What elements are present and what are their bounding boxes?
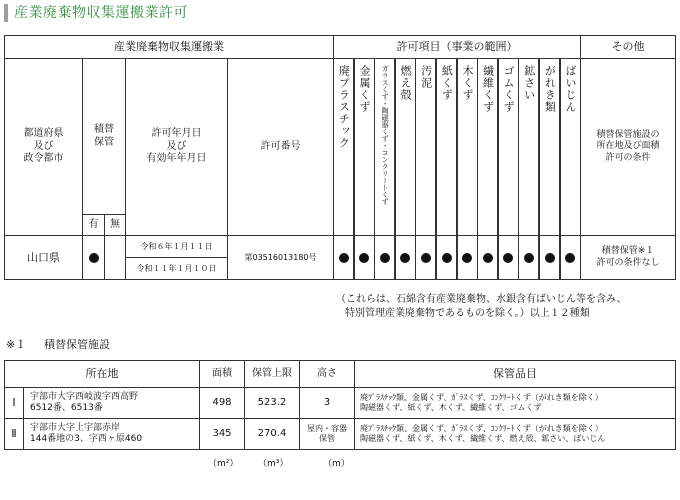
fac-row2-address [23,418,200,450]
waste-type-cell [560,235,581,280]
col-has: 有 [82,214,105,236]
fac-row1-address [23,387,200,419]
waste-type-label: 紙くず [440,65,454,101]
waste-type-header [354,58,375,236]
col-other-line3: 許可の条件 [605,152,651,163]
waste-type-header [374,58,395,236]
col-transship-line1: 積替 [94,124,114,135]
waste-type-header [436,58,457,236]
note-line1: （これらは、石綿含有産業廃棄物、水銀含有ばいじん等を含み、 [336,294,627,305]
fac-row2-items-line2: 陶磁器くず、紙くず、木くず、繊維くず、燃え殻、鉱さい、ばいじん [360,434,606,443]
unit-area: （m²） [208,459,239,469]
waste-type-header [477,58,498,236]
fac-row1-items-line2: 陶磁器くず、紙くず、木くず、繊維くず、ゴムくず [360,403,542,412]
row-date-valid: 令和１１年１月１０日 [125,257,228,280]
header-business: 産業廃棄物収集運搬業 [4,35,334,59]
permitted-mark [442,253,452,263]
section2-title: 積替保管施設 [44,338,110,351]
col-transship [82,58,126,215]
waste-type-header [560,58,581,236]
col-date [125,58,228,236]
permitted-mark [400,253,410,263]
fac-header-height: 高さ [299,360,355,388]
waste-type-cell [457,235,478,280]
fac-header-address: 所在地 [4,360,200,388]
col-other-line1: 積替保管施設の [596,130,660,141]
fac-row1-items [354,387,676,419]
col-prefecture-line2: 及び [33,140,54,152]
col-other [580,58,676,236]
section2-mark: ※１ [6,338,27,351]
waste-type-header [333,58,354,236]
row-has-cell [82,235,105,280]
col-prefecture-line1: 都道府県 [23,128,64,140]
row-date-issue: 令和６年１月１１日 [125,235,228,258]
fac-row2-height: 屋内・容器保管 [299,418,355,450]
row-number: 第03516013180号 [227,235,334,280]
row-other-line2: 許可の条件なし [596,257,660,268]
fac-row1-area: 498 [199,387,245,419]
waste-type-label: 繊維くず [481,65,495,113]
waste-type-cell [498,235,519,280]
waste-type-header [395,58,416,236]
permitted-mark [462,253,472,263]
waste-type-header [539,58,560,236]
col-other-line2: 所在地及び面積 [596,141,660,152]
waste-type-label: 汚泥 [419,65,433,89]
waste-type-header [415,58,436,236]
waste-type-cell [436,235,457,280]
permitted-mark [545,253,555,263]
page-title: 産業廃棄物収集運搬業許可 [14,5,188,21]
waste-type-label: がれき類 [543,65,557,113]
permitted-mark [380,253,390,263]
waste-type-cell [477,235,498,280]
waste-type-header [518,58,539,236]
permitted-mark [339,253,349,263]
fac-row2-address-line2: 144番地の3、字西ヶ原460 [30,434,143,444]
waste-type-label: 燃え殻 [399,65,413,101]
fac-row2-items [354,418,676,450]
col-prefecture-line3: 政令都市 [23,153,64,165]
fac-row2-items-line1: 廃ﾌﾟﾗｽﾁｯｸ類、金属くず、ｶﾞﾗｽくず、ｺﾝｸﾘｰﾄくず（がれき類を除く） [360,424,603,433]
fac-row2-area: 345 [199,418,245,450]
waste-type-label: 金属くず [357,65,371,113]
col-number: 許可番号 [227,58,334,236]
waste-type-label: 鉱さい [522,65,536,101]
waste-type-cell [333,235,354,280]
waste-type-header [498,58,519,236]
permitted-mark [503,253,513,263]
fac-row1-height: 3 [299,387,355,419]
row-other [580,235,676,280]
waste-type-cell [374,235,395,280]
waste-type-cell [539,235,560,280]
waste-type-cell [354,235,375,280]
waste-type-label: ゴムくず [502,65,516,113]
col-date-line3: 有効年年月日 [146,153,207,165]
fac-header-items: 保管品目 [354,360,676,388]
permitted-mark [524,253,534,263]
waste-type-label: 木くず [460,65,474,101]
waste-type-label: 廃プラスチック [337,65,351,149]
waste-type-header [457,58,478,236]
unit-height: （m） [323,459,350,469]
permitted-mark [359,253,369,263]
fac-row2-address-line1: 宇部市大字上宇部赤岸 [30,422,121,433]
col-prefecture [4,58,83,236]
fac-row1-address-line2: 6512番、6513番 [30,403,103,413]
waste-type-cell [415,235,436,280]
permitted-mark [565,253,575,263]
fac-row1-address-line1: 宇部市大字西岐波字西高野 [30,391,139,402]
row-none-cell [104,235,126,280]
permitted-mark [421,253,431,263]
waste-type-label: ばいじん [563,65,577,113]
fac-row2-limit: 270.4 [244,418,300,450]
fac-row2-no: Ⅱ [4,418,24,450]
waste-type-cell [395,235,416,280]
unit-limit: （m³） [258,459,289,469]
row-prefecture: 山口県 [4,235,83,280]
waste-type-cell [518,235,539,280]
header-items: 許可項目（事業の範囲） [333,35,581,59]
header-other: その他 [580,35,676,59]
col-date-line2: 及び [166,140,187,152]
row-has-mark [89,253,99,263]
waste-type-label: ガラスくず・陶磁器くず・コンクリートくず [381,65,390,205]
fac-row1-items-line1: 廃ﾌﾟﾗｽﾁｯｸ類、金属くず、ｶﾞﾗｽくず、ｺﾝｸﾘｰﾄくず（がれき類を除く） [360,393,603,402]
fac-row1-no: Ⅰ [4,387,24,419]
fac-header-limit: 保管上限 [244,360,300,388]
row-other-line1: 積替保管※１ [601,246,655,257]
fac-header-area: 面積 [199,360,245,388]
title-accent-bar [4,4,8,22]
col-date-line1: 許可年月日 [151,128,202,140]
permitted-mark [483,253,493,263]
note-line2: 特別管理産業廃棄物であるものを除く。）以上１２種類 [345,308,590,319]
col-none: 無 [104,214,126,236]
fac-row1-limit: 523.2 [244,387,300,419]
col-transship-line2: 保管 [94,136,114,148]
